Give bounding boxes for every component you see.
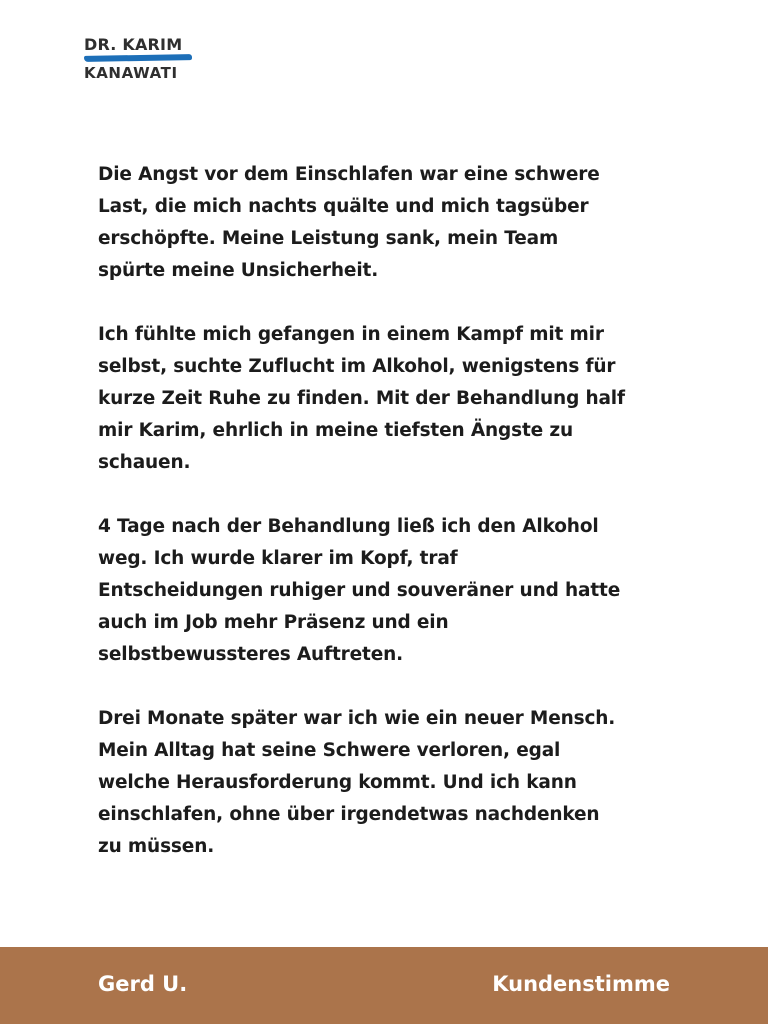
testimonial-text bbox=[98, 159, 698, 895]
logo-title: DR. KARIM bbox=[84, 35, 183, 54]
logo-brush-stroke bbox=[84, 54, 192, 62]
logo-surname: KANAWATI bbox=[84, 64, 178, 82]
testimonial-label: Kundenstimme bbox=[492, 972, 670, 996]
footer-bar bbox=[0, 947, 768, 1024]
testimonial-paragraph-4 bbox=[98, 703, 698, 863]
text-line: Entscheidungen ruhiger und souveräner und hatte bbox=[98, 580, 621, 601]
text-line: spürte meine Unsicherheit. bbox=[98, 260, 379, 281]
text-line: auch im Job mehr Präsenz und ein bbox=[98, 612, 449, 633]
text-line: Mein Alltag hat seine Schwere verloren, egal bbox=[98, 740, 561, 761]
text-line: selbst, suchte Zuflucht im Alkohol, wenigstens für bbox=[98, 356, 616, 377]
text-line: welche Herausforderung kommt. Und ich kann bbox=[98, 772, 577, 793]
text-line: 4 Tage nach der Behandlung ließ ich den Alkohol bbox=[98, 516, 599, 537]
logo bbox=[84, 36, 204, 82]
text-line: mir Karim, ehrlich in meine tiefsten Ängste zu bbox=[98, 420, 573, 441]
text-line: Ich fühlte mich gefangen in einem Kampf mit mir bbox=[98, 324, 604, 345]
text-line: weg. Ich wurde klarer im Kopf, traf bbox=[98, 548, 458, 569]
testimonial-paragraph-1 bbox=[98, 159, 698, 287]
text-line: Die Angst vor dem Einschlafen war eine schwere bbox=[98, 164, 600, 185]
text-line: zu müssen. bbox=[98, 836, 215, 857]
text-line: einschlafen, ohne über irgendetwas nachdenken bbox=[98, 804, 600, 825]
testimonial-paragraph-3 bbox=[98, 511, 698, 671]
text-line: Last, die mich nachts quälte und mich tagsüber bbox=[98, 196, 589, 217]
text-line: selbstbewussteres Auftreten. bbox=[98, 644, 404, 665]
text-line: schauen. bbox=[98, 452, 191, 473]
testimonial-paragraph-2 bbox=[98, 319, 698, 479]
text-line: erschöpfte. Meine Leistung sank, mein Team bbox=[98, 228, 559, 249]
author-name: Gerd U. bbox=[98, 972, 188, 996]
text-line: kurze Zeit Ruhe zu finden. Mit der Behandlung half bbox=[98, 388, 625, 409]
text-line: Drei Monate später war ich wie ein neuer Mensch. bbox=[98, 708, 616, 729]
